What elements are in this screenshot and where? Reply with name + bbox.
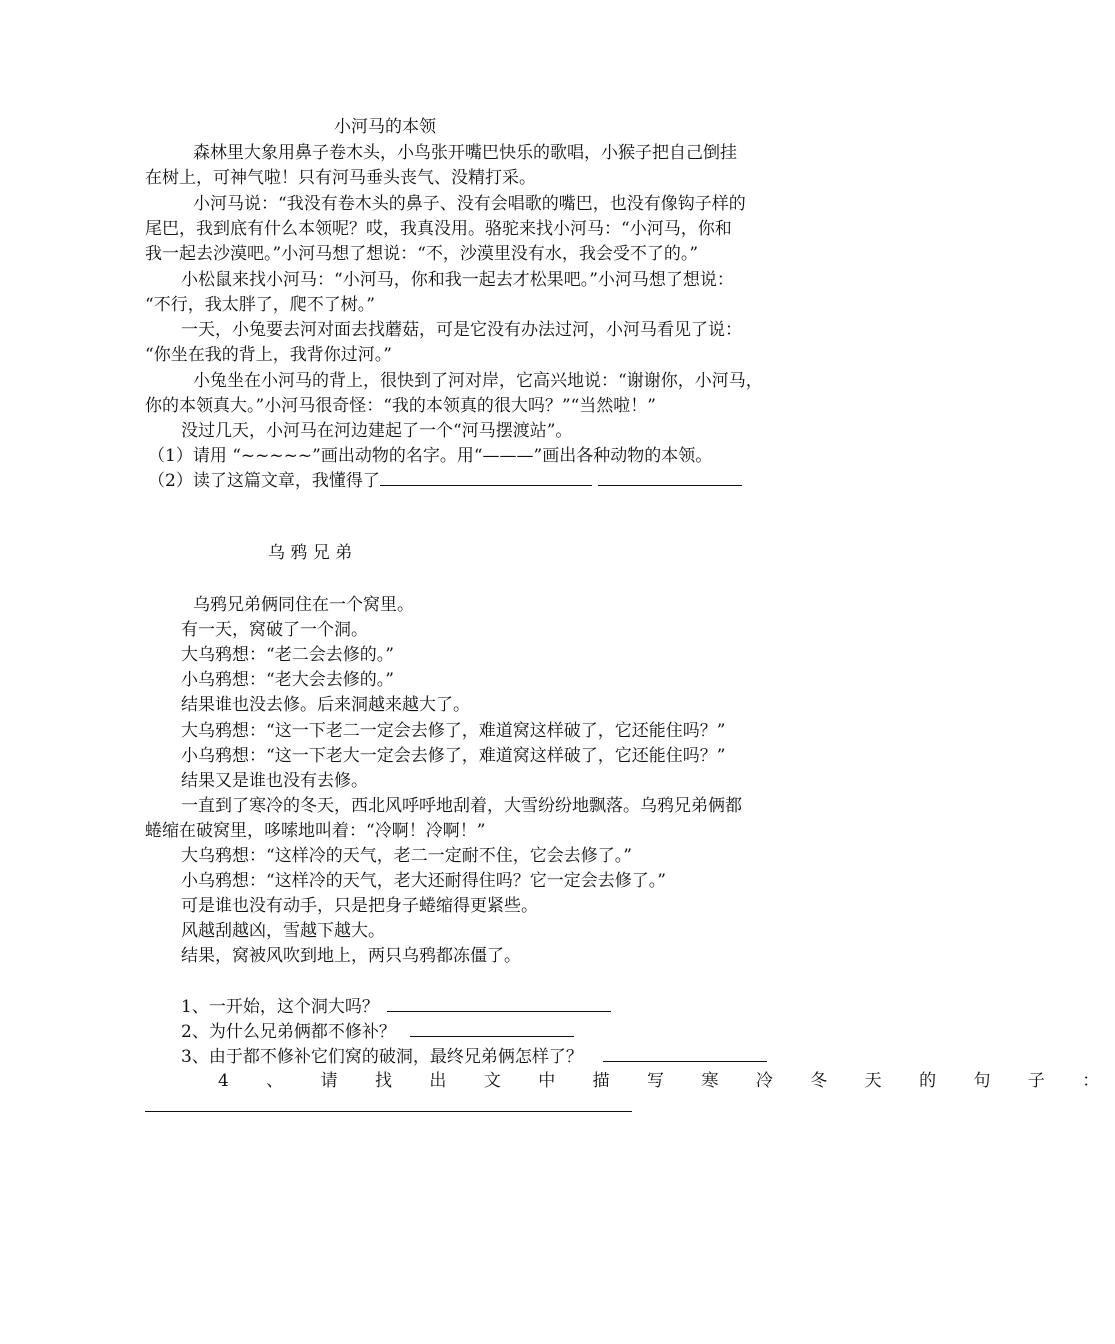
story1-line: “你坐在我的背上，我背你过河。”	[145, 345, 392, 365]
story1-title: 小河马的本领	[334, 117, 436, 137]
question-text: （2）读了这篇文章，我懂得了	[148, 471, 380, 491]
story1-line: 我一起去沙漠吧。”小河马想了想说：“不，沙漠里没有水，我会受不了的。”	[145, 244, 699, 264]
story1-line: “不行，我太胖了，爬不了树。”	[145, 295, 375, 315]
story2-line: 有一天，窝破了一个洞。	[181, 620, 368, 640]
story2-line: 结果又是谁也没有去修。	[181, 771, 368, 791]
story2-question-3	[181, 1044, 767, 1070]
story1-line: 一天，小兔要去河对面去找蘑菇，可是它没有办法过河，小河马看见了说：	[181, 320, 742, 340]
story2-line: 结果，窝被风吹到地上，两只乌鸦都冻僵了。	[181, 946, 521, 966]
story1-line: 你的本领真大。”小河马很奇怪：“我的本领真的很大吗？”“当然啦！”	[145, 396, 656, 416]
story2-line: 小乌鸦想：“这样冷的天气，老大还耐得住吗？它一定会去修了。”	[181, 871, 666, 891]
story2-line: 一直到了寒冷的冬天，西北风呼呼地刮着，大雪纷纷地飘落。乌鸦兄弟俩都	[181, 796, 742, 816]
story2-question-2	[181, 1019, 574, 1045]
story2-question-4: 4 、 请 找 出 文 中 描 写 寒 冷 冬 天 的 句 子 ：	[218, 1071, 1115, 1091]
story2-line: 可是谁也没有动手，只是把身子蜷缩得更紧些。	[181, 896, 538, 916]
answer-blank[interactable]	[380, 468, 592, 486]
story2-line: 小乌鸦想：“这一下老大一定会去修了，难道窝这样破了，它还能住吗？”	[181, 746, 726, 766]
question-text: 2、为什么兄弟俩都不修补？	[181, 1022, 396, 1042]
story1-line: 小河马说：“我没有卷木头的鼻子、没有会唱歌的嘴巴，也没有像钩子样的	[193, 194, 746, 214]
story2-line: 风越刮越凶，雪越下越大。	[181, 921, 385, 941]
story2-line: 乌鸦兄弟俩同住在一个窝里。	[193, 595, 414, 615]
story1-line: 在树上，可神气啦！只有河马垂头丧气、没精打采。	[145, 168, 536, 188]
story1-line: 尾巴，我到底有什么本领呢？哎，我真没用。骆驼来找小河马：“小河马，你和	[145, 219, 732, 239]
story2-line: 蜷缩在破窝里，哆嗦地叫着：“冷啊！冷啊！”	[145, 821, 486, 841]
answer-blank[interactable]	[387, 994, 611, 1012]
story2-title: 乌 鸦 兄 弟	[268, 543, 353, 563]
answer-blank[interactable]	[410, 1019, 574, 1037]
story1-line: 森林里大象用鼻子卷木头，小鸟张开嘴巴快乐的歌唱，小猴子把自己倒挂	[193, 143, 737, 163]
story2-line: 结果谁也没去修。后来洞越来越大了。	[181, 695, 470, 715]
answer-blank[interactable]	[145, 1094, 632, 1112]
story2-line: 大乌鸦想：“老二会去修的。”	[181, 645, 394, 665]
story1-question-2	[148, 468, 742, 494]
story2-line: 小乌鸦想：“老大会去修的。”	[181, 670, 394, 690]
story2-question-1	[181, 994, 611, 1020]
answer-blank[interactable]	[603, 1044, 767, 1062]
story1-line: 没过几天，小河马在河边建起了一个“河马摆渡站”。	[181, 421, 573, 441]
story2-line: 大乌鸦想：“这样冷的天气，老二一定耐不住，它会去修了。”	[181, 846, 632, 866]
answer-blank[interactable]	[598, 468, 742, 486]
story2-line: 大乌鸦想：“这一下老二一定会去修了，难道窝这样破了，它还能住吗？”	[181, 721, 726, 741]
story1-line: 小松鼠来找小河马：“小河马，你和我一起去才松果吧。”小河马想了想说：	[181, 270, 734, 290]
story1-line: 小兔坐在小河马的背上，很快到了河对岸，它高兴地说：“谢谢你，小河马，	[193, 371, 763, 391]
question-text: 1、一开始，这个洞大吗？	[181, 997, 379, 1017]
question-text: 3、由于都不修补它们窝的破洞，最终兄弟俩怎样了？	[181, 1047, 583, 1067]
story1-question-1: （1）请用 “~~~~~”画出动物的名字。用“———”画出各种动物的本领。	[148, 446, 713, 466]
story2-question-4-answer	[145, 1094, 632, 1120]
